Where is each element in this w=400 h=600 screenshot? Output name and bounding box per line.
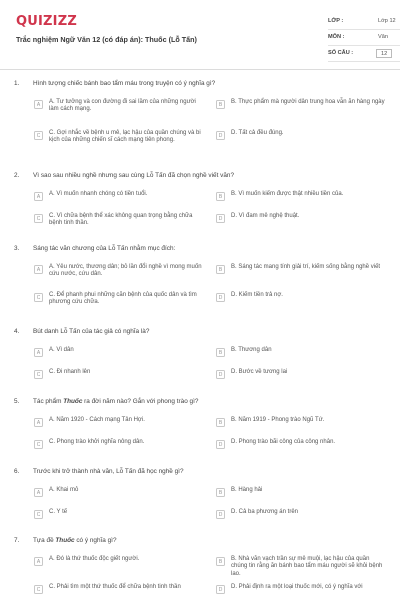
option-text: C. Y tế [49, 509, 68, 515]
option-text: A. Tư tưởng và con đường đi sai lầm của những người làm cách mạng. [49, 99, 196, 113]
question-text-part: Sáng tác văn chương của Lỗ Tấn nhằm mục đích: [33, 245, 176, 252]
meta-value: Văn [378, 34, 388, 40]
question-title-emphasis: Thuốc [55, 537, 75, 544]
option-text: D. Tất cả đều đúng. [231, 130, 284, 136]
meta-label: SỐ CÂU : [328, 50, 354, 56]
option-text: D. Kiếm tiền trả nợ. [231, 292, 283, 298]
question-text-part: Bút danh Lỗ Tấn của tác giả có nghĩa là? [33, 328, 150, 335]
option-text: D. Cả ba phương án trên [231, 509, 298, 515]
option-letter-box[interactable]: C [34, 370, 43, 379]
option-text: C. Để phanh phui những căn bệnh của quốc dân và tìm phương cứu chữa. [49, 292, 197, 306]
option-letter-box[interactable]: D [216, 510, 225, 519]
option-letter-box[interactable]: D [216, 131, 225, 140]
option-letter-box[interactable]: A [34, 488, 43, 497]
option-text: D. Phong trào bãi công của công nhân. [231, 439, 336, 445]
question-number: 5. [14, 398, 20, 405]
meta-value: Lớp 12 [378, 18, 396, 24]
option-text: B. Vì muốn kiếm được thật nhiều tiền của. [231, 191, 344, 197]
option-text: C. Đi nhanh lên [49, 369, 91, 375]
option-text: A. Yêu nước, thương dân; bỏ lần đổi nghề vì mong muốn cứu nước, cứu dân. [49, 264, 202, 278]
question-text [33, 80, 373, 87]
question-text [33, 468, 373, 475]
question-number: 2. [14, 172, 20, 179]
option-text: A. Vì muốn nhanh chóng có tiền tuổi. [49, 191, 148, 197]
question-text-part: Hình tượng chiếc bánh bao tẩm máu trong truyện có ý nghĩa gì? [33, 80, 216, 87]
option-letter-box[interactable]: C [34, 131, 43, 140]
option-text: C. Vì chữa bệnh thể xác không quan trọng bằng chữa bệnh tinh thần. [49, 213, 193, 227]
option-text: D. Bước về tương lai [231, 369, 288, 375]
option-text: C. Phải tìm một thứ thuốc để chữa bệnh tinh thần [49, 584, 181, 590]
question-text [33, 172, 373, 179]
option-letter-box[interactable]: B [216, 100, 225, 109]
question-number: 4. [14, 328, 20, 335]
option-letter-box[interactable]: B [216, 418, 225, 427]
question-number: 6. [14, 468, 20, 475]
question-text-part: Tựa đề [33, 537, 56, 544]
quizizz-logo: QUIZIZZ [16, 14, 77, 29]
option-letter-box[interactable]: C [34, 510, 43, 519]
meta-label: MÔN : [328, 34, 345, 40]
option-letter-box[interactable]: A [34, 418, 43, 427]
option-letter-box[interactable]: A [34, 192, 43, 201]
option-text: B. Thương dân [231, 347, 272, 353]
question-number: 7. [14, 537, 20, 544]
option-text: D. Vì đam mê nghệ thuật. [231, 213, 300, 219]
option-letter-box[interactable]: A [34, 348, 43, 357]
option-text: C. Gợi nhắc về bệnh u mê, lạc hậu của quần chúng và bi kịch của những chiến sĩ cách mạng tiên phong. [49, 130, 201, 144]
option-letter-box[interactable]: B [216, 265, 225, 274]
option-text: B. Hàng hải [231, 487, 263, 493]
question-text [33, 537, 373, 544]
question-text [33, 245, 373, 252]
question-text-part: ra đời năm nào? Gắn với phong trào gì? [82, 398, 199, 405]
worksheet-header [16, 12, 396, 62]
option-text: D. Phải định ra một loại thuốc mới, có ý nghĩa với [231, 584, 363, 590]
meta-label: LỚP : [328, 18, 344, 24]
option-letter-box[interactable]: B [216, 192, 225, 201]
question-number: 1. [14, 80, 20, 87]
meta-row-subject [328, 30, 400, 46]
option-letter-box[interactable]: A [34, 265, 43, 274]
option-letter-box[interactable]: C [34, 293, 43, 302]
option-letter-box[interactable]: D [216, 440, 225, 449]
question-count-value: 12 [376, 49, 392, 58]
meta-row-count [328, 46, 400, 62]
option-letter-box[interactable]: C [34, 214, 43, 223]
option-letter-box[interactable]: B [216, 348, 225, 357]
header-divider [0, 69, 400, 70]
question-title-emphasis: Thuốc [63, 398, 83, 405]
meta-row-class [328, 14, 400, 30]
page-title: Trắc nghiệm Ngữ Văn 12 (có đáp án): Thuốc (Lỗ Tấn) [16, 35, 197, 44]
option-letter-box[interactable]: D [216, 214, 225, 223]
question-text-part: có ý nghĩa gì? [74, 537, 117, 544]
worksheet-meta [328, 14, 400, 62]
option-text: C. Phong trào khởi nghĩa nông dân. [49, 439, 145, 445]
option-letter-box[interactable]: D [216, 293, 225, 302]
option-letter-box[interactable]: A [34, 100, 43, 109]
option-letter-box[interactable]: D [216, 370, 225, 379]
option-text: B. Nhà văn vạch trần sự mê muội, lạc hậu của quần chúng tin rằng ăn bánh bao tẩm máu người sẽ khỏi bệnh lao. [231, 556, 383, 577]
question-text-part: Trước khi trở thành nhà văn, Lỗ Tấn đã học nghề gì? [33, 468, 184, 475]
question-text-part: Tác phẩm [33, 398, 64, 405]
option-text: B. Thực phẩm mà người dân trung hoa vẫn ăn hàng ngày [231, 99, 385, 105]
option-text: A. Vì dân [49, 347, 74, 353]
option-letter-box[interactable]: C [34, 440, 43, 449]
question-text [33, 398, 373, 405]
option-letter-box[interactable]: D [216, 585, 225, 594]
question-text [33, 328, 373, 335]
question-number: 3. [14, 245, 20, 252]
option-text: B. Năm 1919 - Phong trào Ngũ Tứ. [231, 417, 325, 423]
option-text: A. Năm 1920 - Cách mạng Tân Hợi. [49, 417, 145, 423]
option-letter-box[interactable]: A [34, 557, 43, 566]
question-text-part: Vì sao sau nhiều nghề nhưng sau cùng Lỗ Tấn đã chọn nghề viết văn? [33, 172, 235, 179]
option-text: A. Đó là thứ thuốc độc giết người. [49, 556, 140, 562]
option-text: B. Sáng tác mang tính giải trí, kiếm sống bằng nghề viết [231, 264, 381, 270]
option-letter-box[interactable]: C [34, 585, 43, 594]
option-text: A. Khai mỏ [49, 487, 79, 493]
option-letter-box[interactable]: B [216, 488, 225, 497]
option-letter-box[interactable]: B [216, 557, 225, 566]
